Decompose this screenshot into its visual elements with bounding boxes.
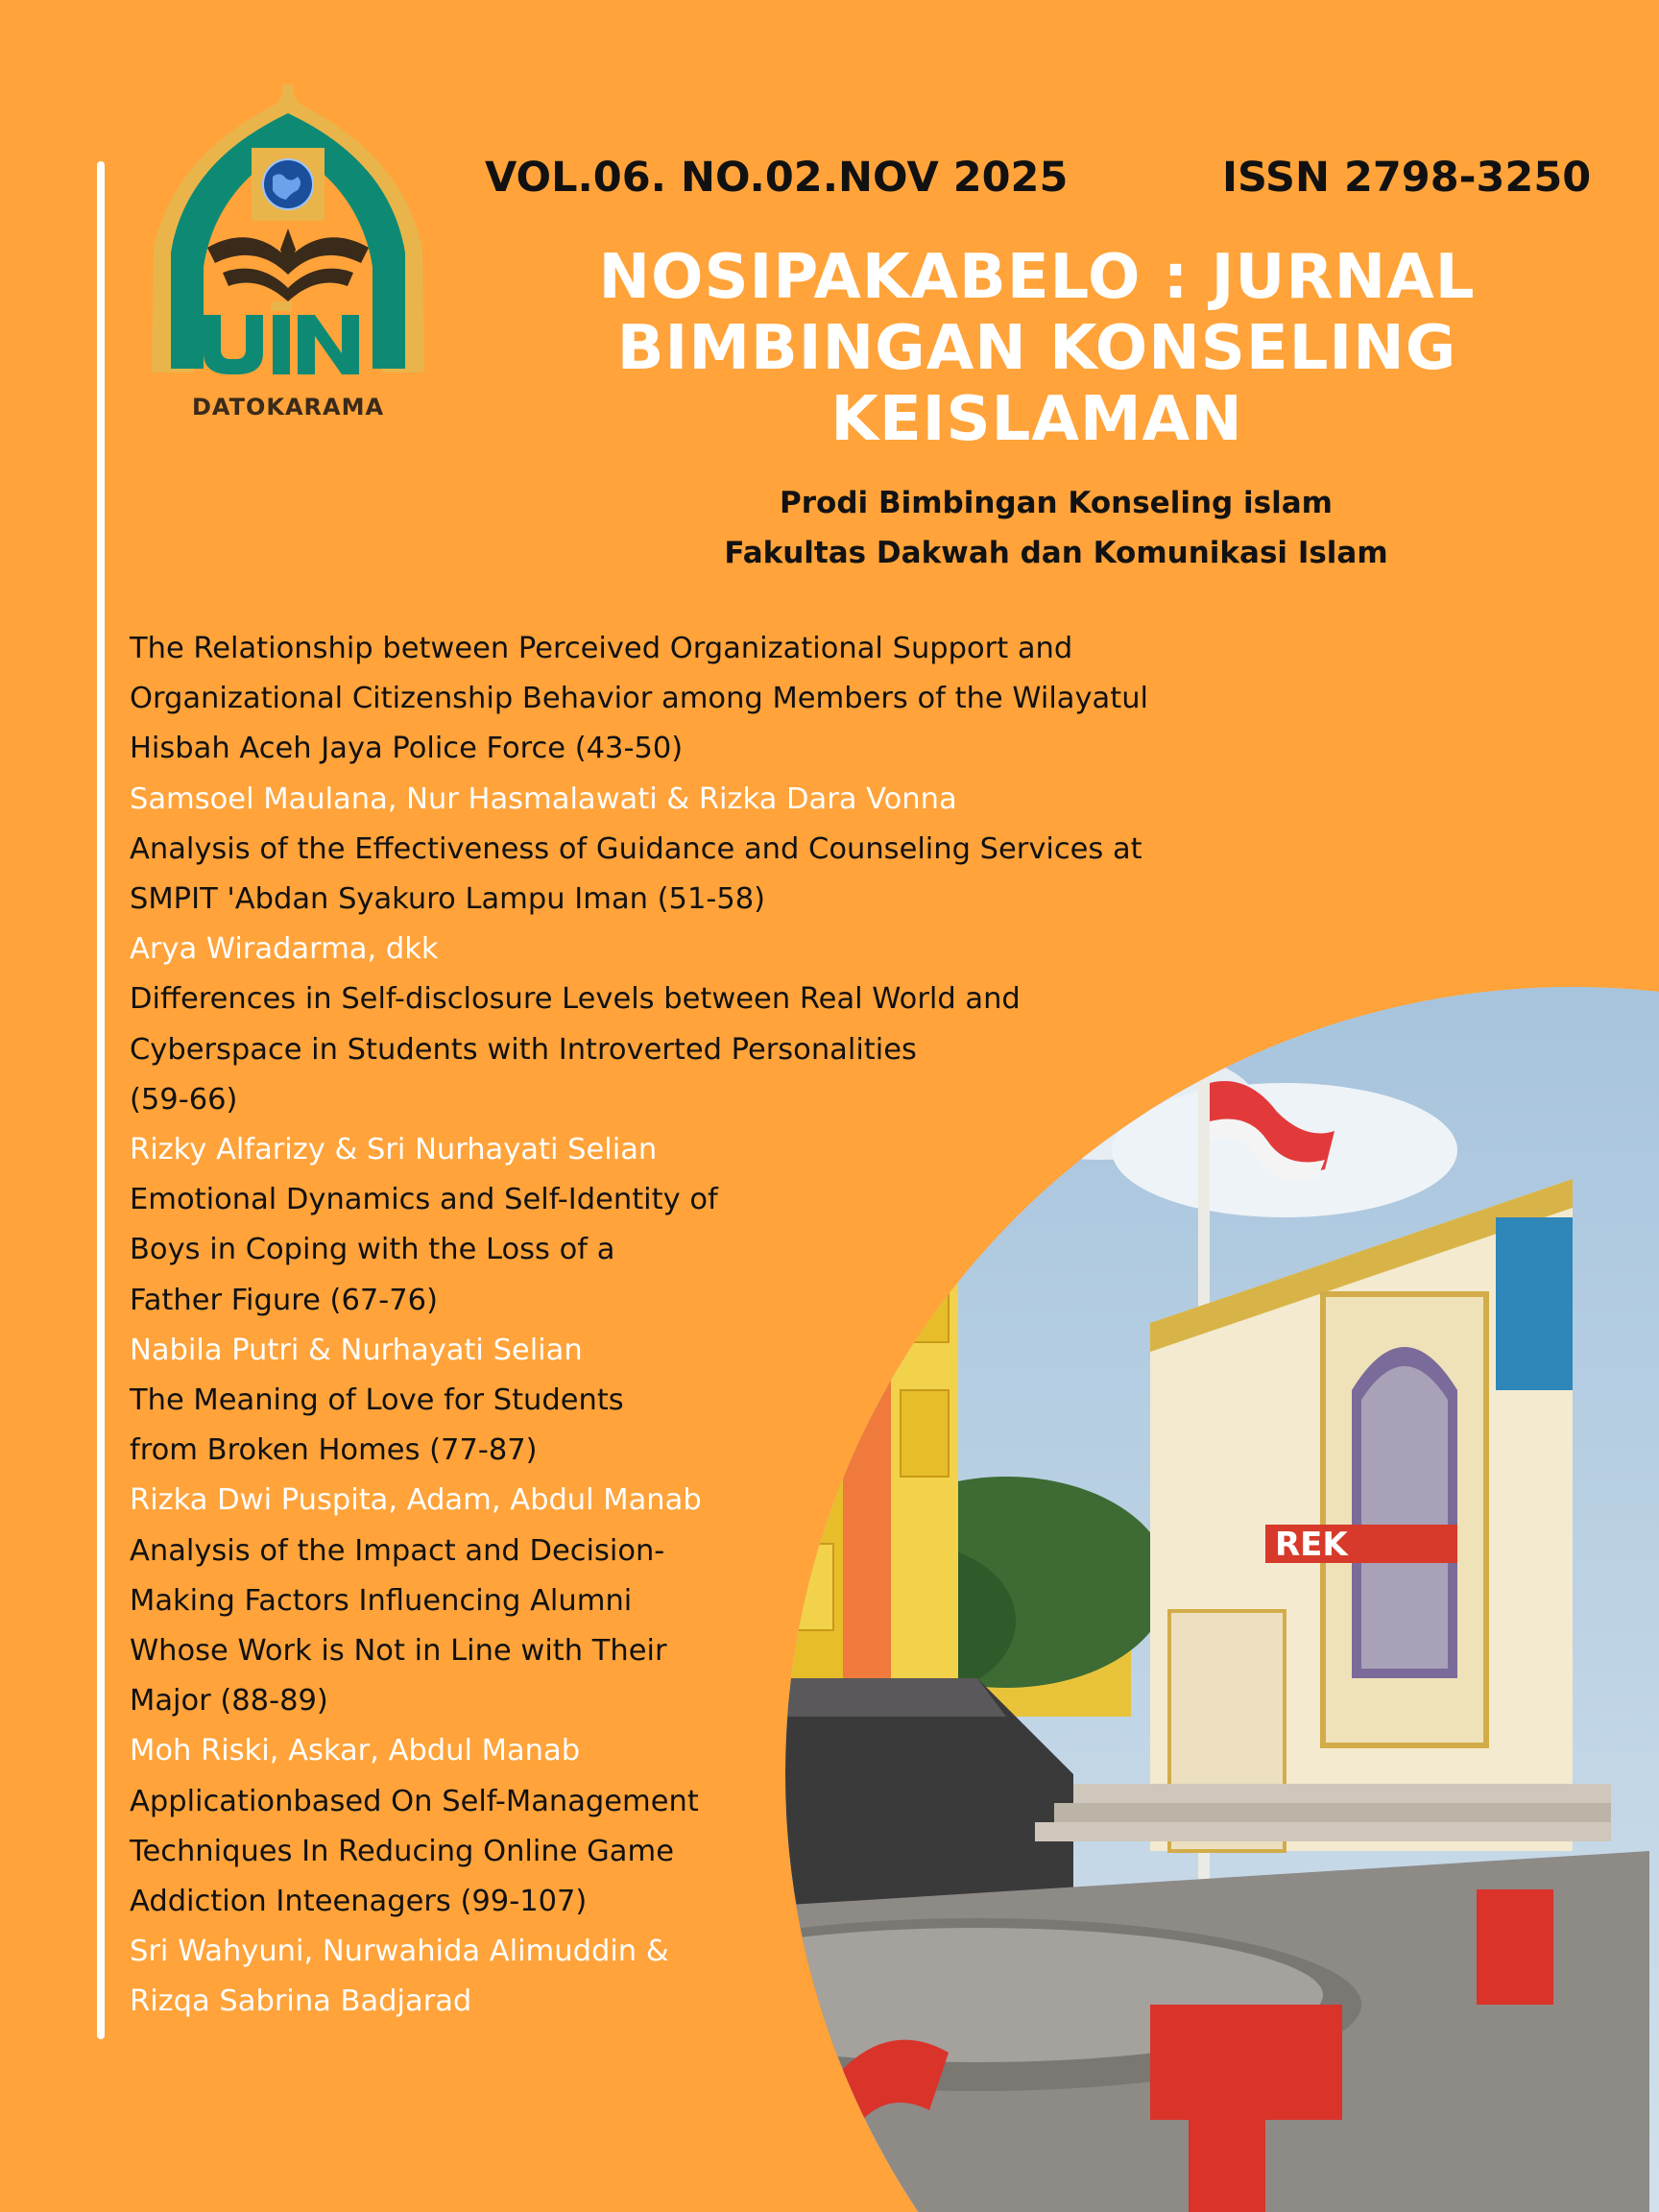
article-authors-line: Nabila Putri & Nurhayati Selian — [130, 1333, 583, 1367]
article-authors-line: Arya Wiradarma, dkk — [130, 932, 439, 967]
article-title-line: Major (88-89) — [130, 1684, 328, 1719]
article-authors-line: Rizka Dwi Puspita, Adam, Abdul Manab — [130, 1483, 702, 1518]
article-title-line: SMPIT 'Abdan Syakuro Lampu Iman (51-58) — [130, 882, 766, 917]
article-authors-line: Samsoel Maulana, Nur Hasmalawati & Rizka Dara Vonna — [130, 781, 957, 816]
journal-title-line: NOSIPAKABELO : JURNAL — [598, 242, 1476, 313]
article-title-line: Applicationbased On Self-Management — [130, 1784, 699, 1818]
article-authors-line: Rizqa Sabrina Badjarad — [130, 1984, 472, 2019]
article-title-line: Hisbah Aceh Jaya Police Force (43-50) — [130, 732, 684, 766]
article-title-line: from Broken Homes (77-87) — [130, 1433, 538, 1468]
article-title-line: Organizational Citizenship Behavior among Members of the Wilayatul — [130, 682, 1148, 716]
article-title-line: Differences in Self-disclosure Levels between Real World and — [130, 982, 1021, 1017]
article-authors-line: Rizky Alfarizy & Sri Nurhayati Selian — [130, 1133, 658, 1167]
logo-caption: DATOKARAMA — [191, 394, 385, 421]
article-title-line: Addiction Inteenagers (99-107) — [130, 1885, 588, 1919]
journal-title-line: KEISLAMAN — [830, 384, 1243, 455]
article-title-line: Making Factors Influencing Alumni — [130, 1583, 633, 1618]
department-line: Fakultas Dakwah dan Komunikasi Islam — [724, 536, 1388, 570]
article-title-line: Analysis of the Impact and Decision- — [130, 1533, 665, 1568]
article-list — [130, 624, 1262, 2028]
article-title-line: Emotional Dynamics and Self-Identity of — [130, 1183, 718, 1217]
journal-title-line: BIMBINGAN KONSELING — [616, 313, 1457, 384]
article-title-line: The Meaning of Love for Students — [130, 1383, 624, 1418]
rek-sign: REK — [1275, 1526, 1348, 1564]
article-authors-line: Sri Wahyuni, Nurwahida Alimuddin & — [130, 1935, 669, 1969]
article-title-line: Whose Work is Not in Line with Their — [130, 1634, 667, 1669]
department-line: Prodi Bimbingan Konseling islam — [780, 486, 1333, 520]
article-authors-line: Moh Riski, Askar, Abdul Manab — [130, 1734, 581, 1768]
article-title-line: The Relationship between Perceived Organizational Support and — [130, 632, 1073, 665]
article-title-line: Analysis of the Effectiveness of Guidance and Counseling Services at — [130, 831, 1142, 866]
article-title-line: (59-66) — [130, 1082, 238, 1117]
article-title-line: Father Figure (67-76) — [130, 1283, 438, 1317]
article-title-line: Cyberspace in Students with Introverted Personalities — [130, 1032, 917, 1067]
article-title-line: Techniques In Reducing Online Game — [130, 1834, 674, 1868]
volume-number: VOL.06. NO.02.NOV 2025 — [485, 154, 1069, 202]
journal-title — [461, 242, 1613, 455]
vertical-divider — [97, 161, 105, 2039]
article-title-line: Boys in Coping with the Loss of a — [130, 1233, 615, 1267]
issn-number: ISSN 2798-3250 — [1222, 154, 1592, 202]
department-block — [576, 478, 1536, 578]
uin-datokarama-logo-icon — [144, 84, 432, 430]
